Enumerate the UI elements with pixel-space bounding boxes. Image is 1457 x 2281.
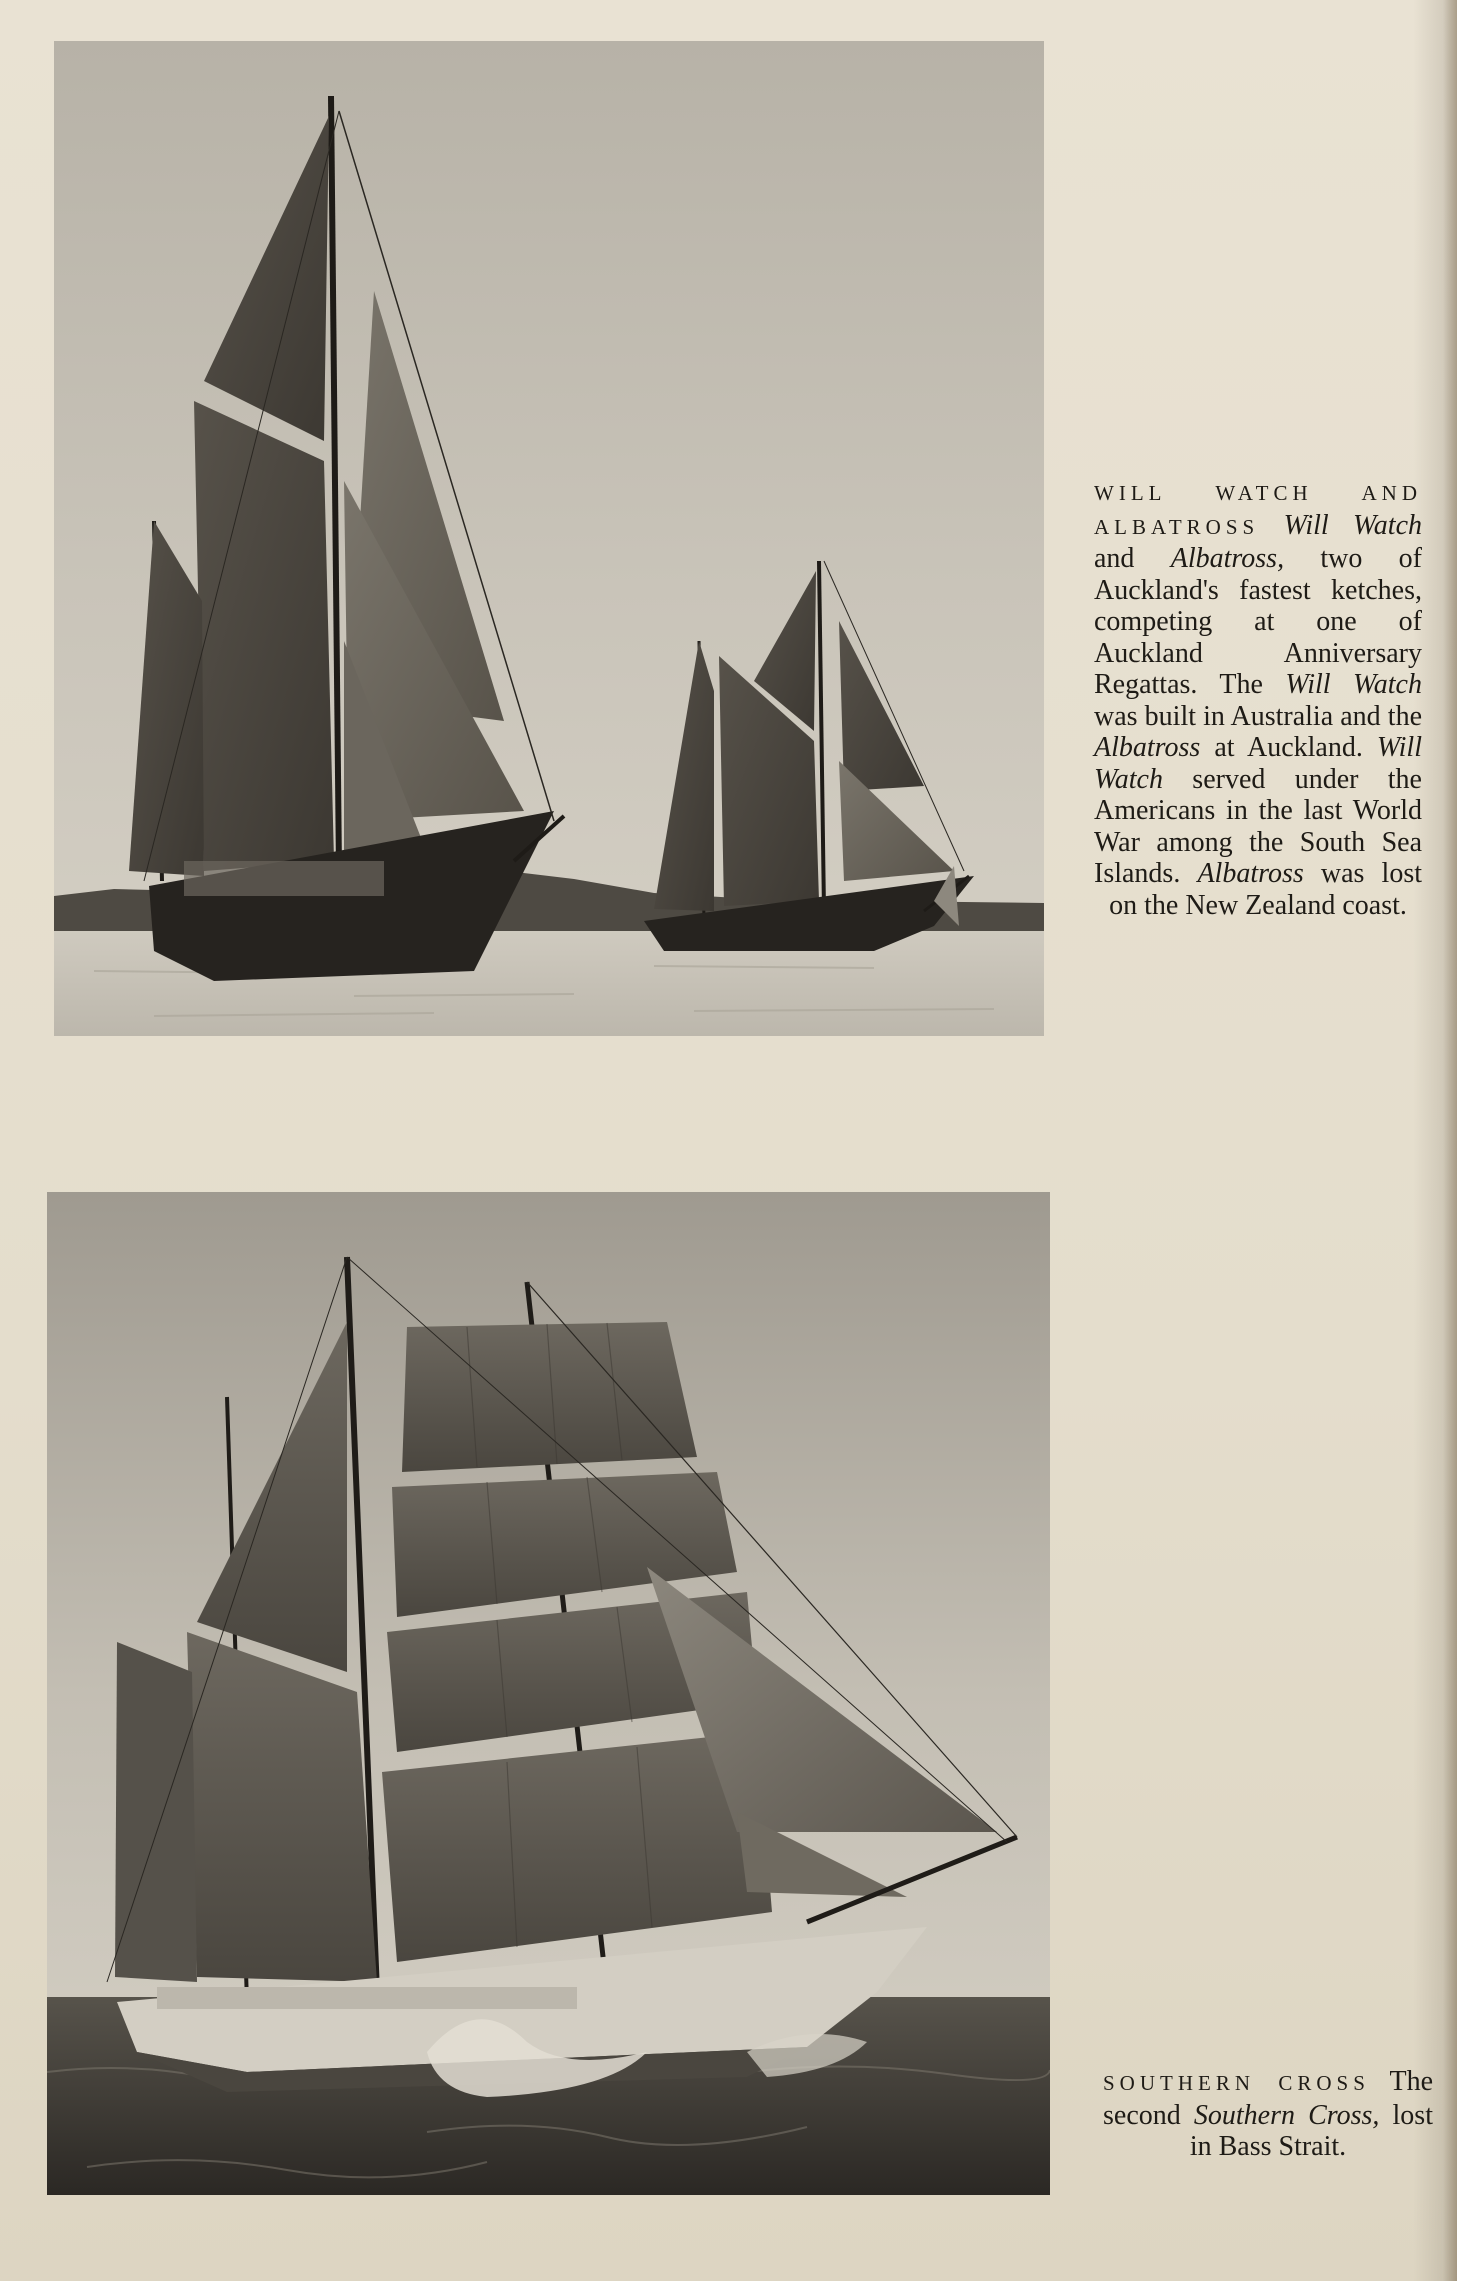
caption-heading: SOUTHERN CROSS xyxy=(1103,2071,1370,2095)
caption-run: was lost on the New Zealand coast. xyxy=(1109,858,1423,921)
caption-run: two of Auckland's fastest ketches, competing at one of Auckland Anniversary Regattas. The xyxy=(1094,543,1423,700)
caption-body xyxy=(1094,510,1422,921)
photo-southern-cross xyxy=(47,1192,1050,2195)
photo-will-watch-albatross xyxy=(54,41,1044,1036)
caption-italic-run: Albatross, xyxy=(1170,543,1285,574)
caption-run: was built in Australia and the xyxy=(1094,700,1422,732)
caption-italic-run: Southern Cross, xyxy=(1193,2099,1380,2131)
caption-heading: WILL WATCH AND ALBATROSS xyxy=(1094,481,1422,539)
caption-run: and xyxy=(1094,543,1171,574)
caption-southern-cross xyxy=(1103,2066,1433,2163)
caption-run: The second xyxy=(1103,2066,1434,2131)
caption-italic-run: Albatross xyxy=(1197,858,1304,889)
caption-italic-run: Will Watch xyxy=(1094,732,1422,795)
book-spine-shadow xyxy=(1443,0,1457,2281)
barquentine-photo-illustration xyxy=(47,1192,1050,2195)
caption-run: lost in Bass Strait. xyxy=(1189,2099,1433,2162)
caption-italic-run: Will Watch xyxy=(1283,509,1422,541)
caption-will-watch-albatross xyxy=(1094,476,1422,921)
caption-italic-run: Will Watch xyxy=(1285,669,1422,700)
caption-run: served under the Americans in the last World War among the South Sea Islands. xyxy=(1094,763,1422,889)
caption-run: at Auckland. xyxy=(1200,732,1377,763)
ketches-photo-illustration xyxy=(54,41,1044,1036)
caption-italic-run: Albatross xyxy=(1094,732,1201,763)
